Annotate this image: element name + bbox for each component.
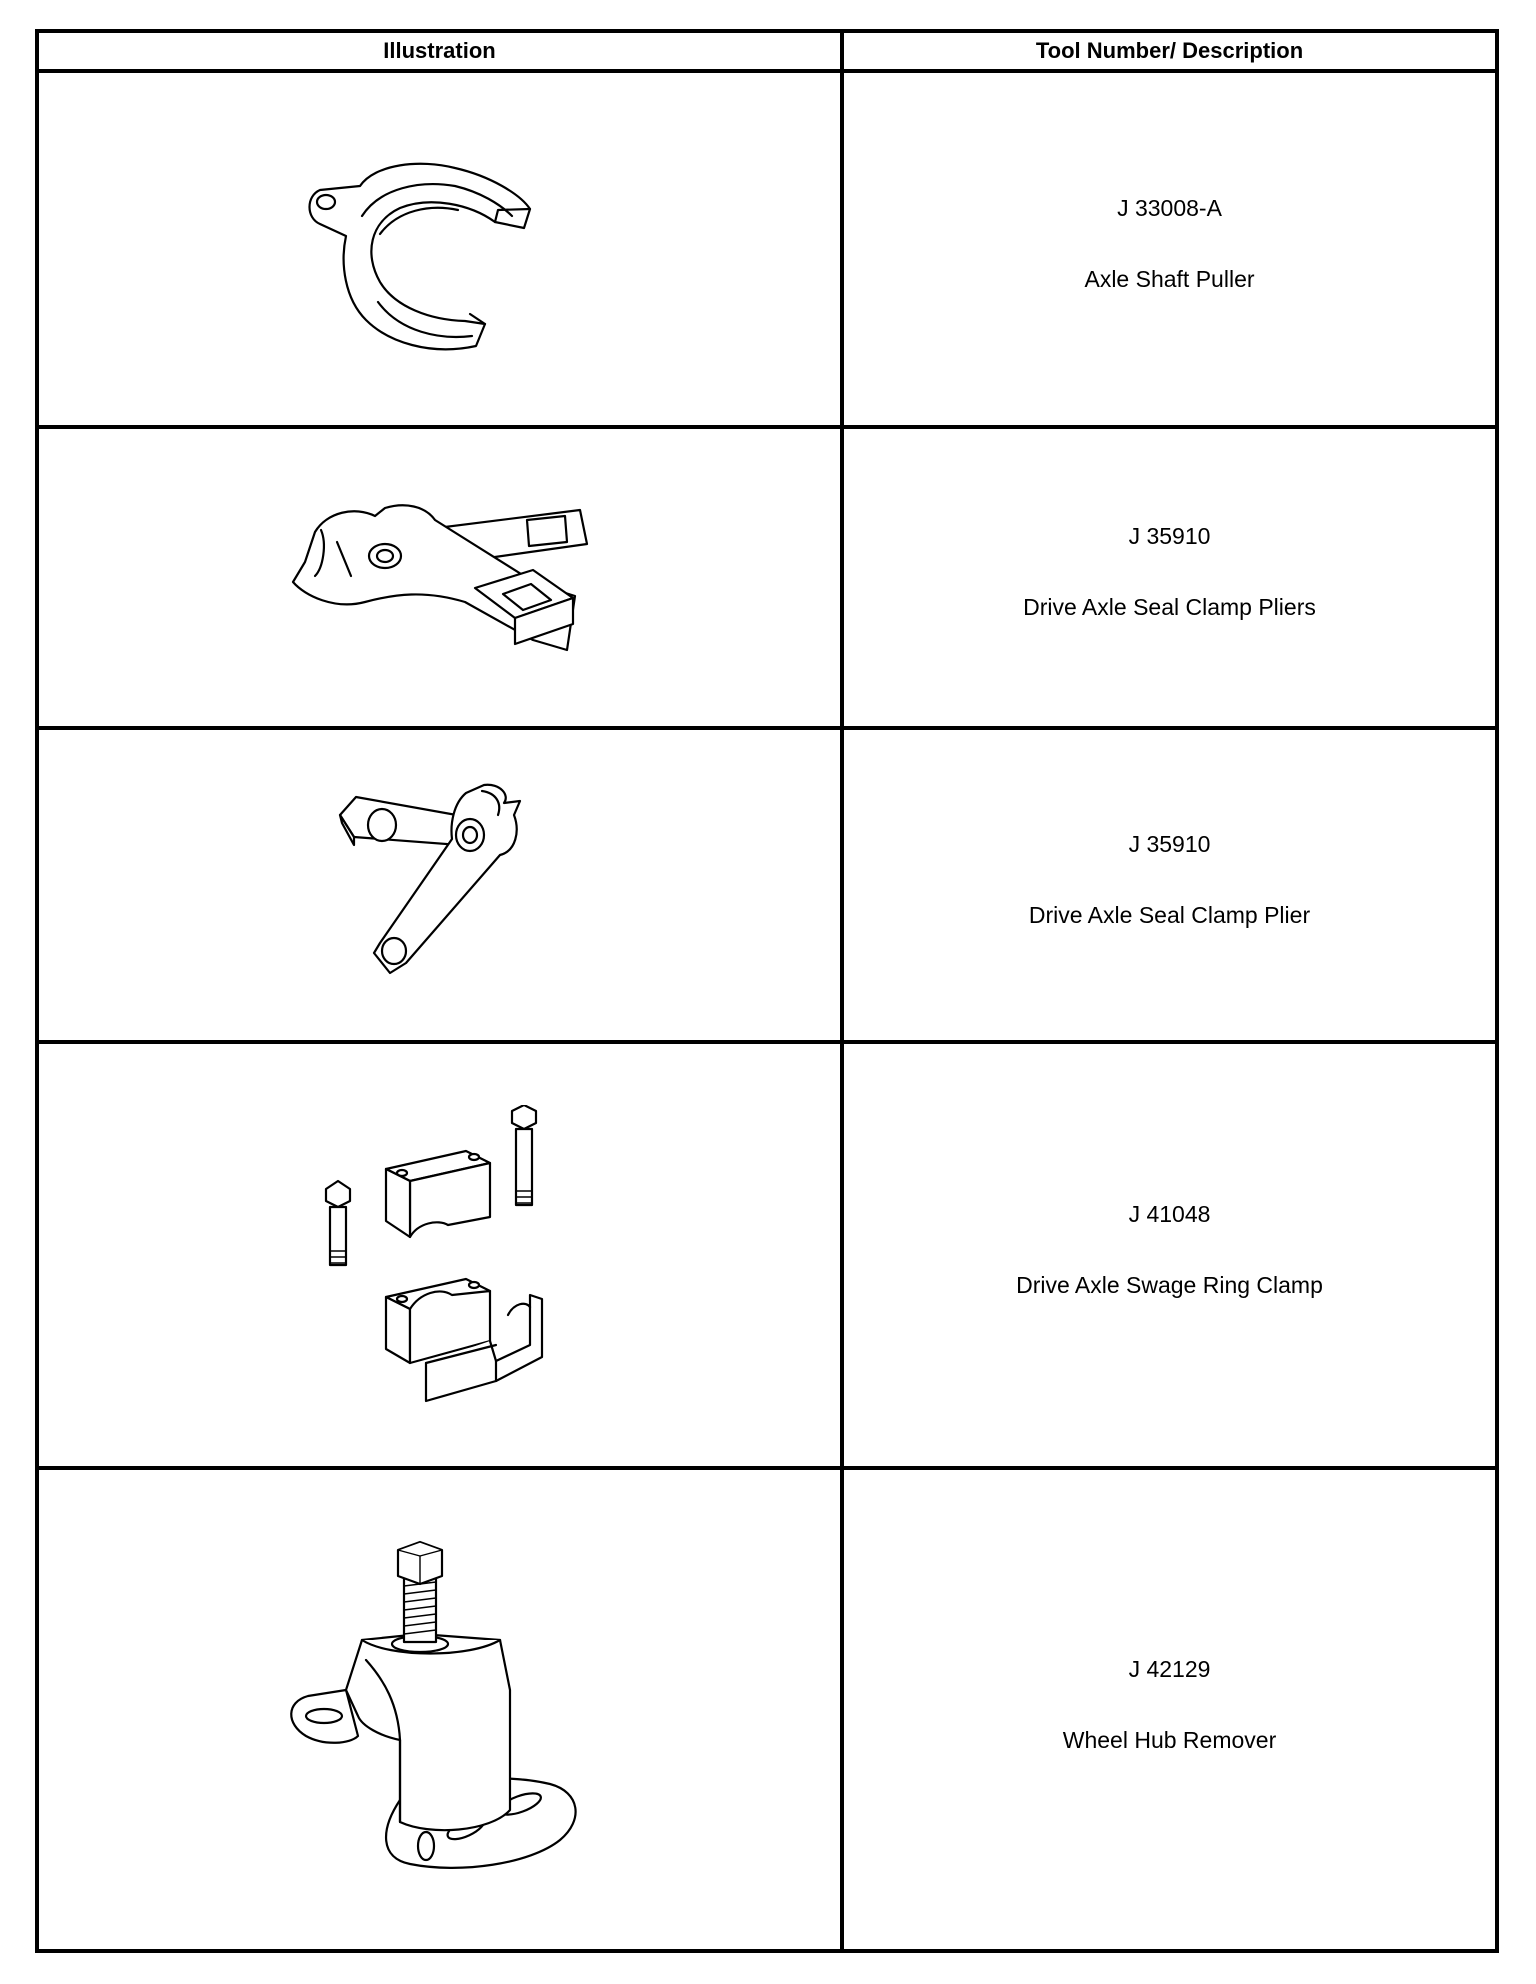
tool-description: Wheel Hub Remover xyxy=(1062,1726,1277,1753)
description-cell xyxy=(842,1042,1497,1469)
illustration-cell xyxy=(37,1042,842,1469)
tool-number: J 35910 xyxy=(1128,523,1211,550)
description-cell xyxy=(842,427,1497,727)
tool-number: J 35910 xyxy=(1128,830,1211,857)
table-row xyxy=(37,1468,1497,1951)
tool-description: Drive Axle Seal Clamp Pliers xyxy=(1023,594,1316,621)
table-row xyxy=(37,71,1497,427)
tool-description: Drive Axle Seal Clamp Plier xyxy=(1028,901,1311,928)
illustration-cell xyxy=(37,728,842,1042)
tool-table xyxy=(35,29,1499,1953)
description-cell xyxy=(842,1468,1497,1951)
axle-shaft-puller-icon xyxy=(280,124,600,374)
illustration-cell xyxy=(37,1468,842,1951)
wheel-hub-remover-icon xyxy=(280,1540,600,1880)
column-header-tool-description: Tool Number/ Description xyxy=(842,31,1497,71)
description-cell xyxy=(842,71,1497,427)
seal-clamp-plier-icon xyxy=(310,775,570,995)
table-header-row xyxy=(37,31,1497,71)
tool-number: J 42129 xyxy=(1128,1655,1211,1682)
tool-number: J 33008-A xyxy=(1117,195,1222,222)
table-row xyxy=(37,728,1497,1042)
swage-ring-clamp-icon xyxy=(290,1105,590,1405)
table-row xyxy=(37,427,1497,727)
column-header-illustration: Illustration xyxy=(37,31,842,71)
tool-number: J 41048 xyxy=(1128,1201,1211,1228)
description-cell xyxy=(842,728,1497,1042)
tool-description: Drive Axle Swage Ring Clamp xyxy=(1016,1272,1323,1299)
illustration-cell xyxy=(37,71,842,427)
illustration-cell xyxy=(37,427,842,727)
tool-description: Axle Shaft Puller xyxy=(1084,266,1255,293)
seal-clamp-pliers-icon xyxy=(275,472,605,682)
table-row xyxy=(37,1042,1497,1469)
